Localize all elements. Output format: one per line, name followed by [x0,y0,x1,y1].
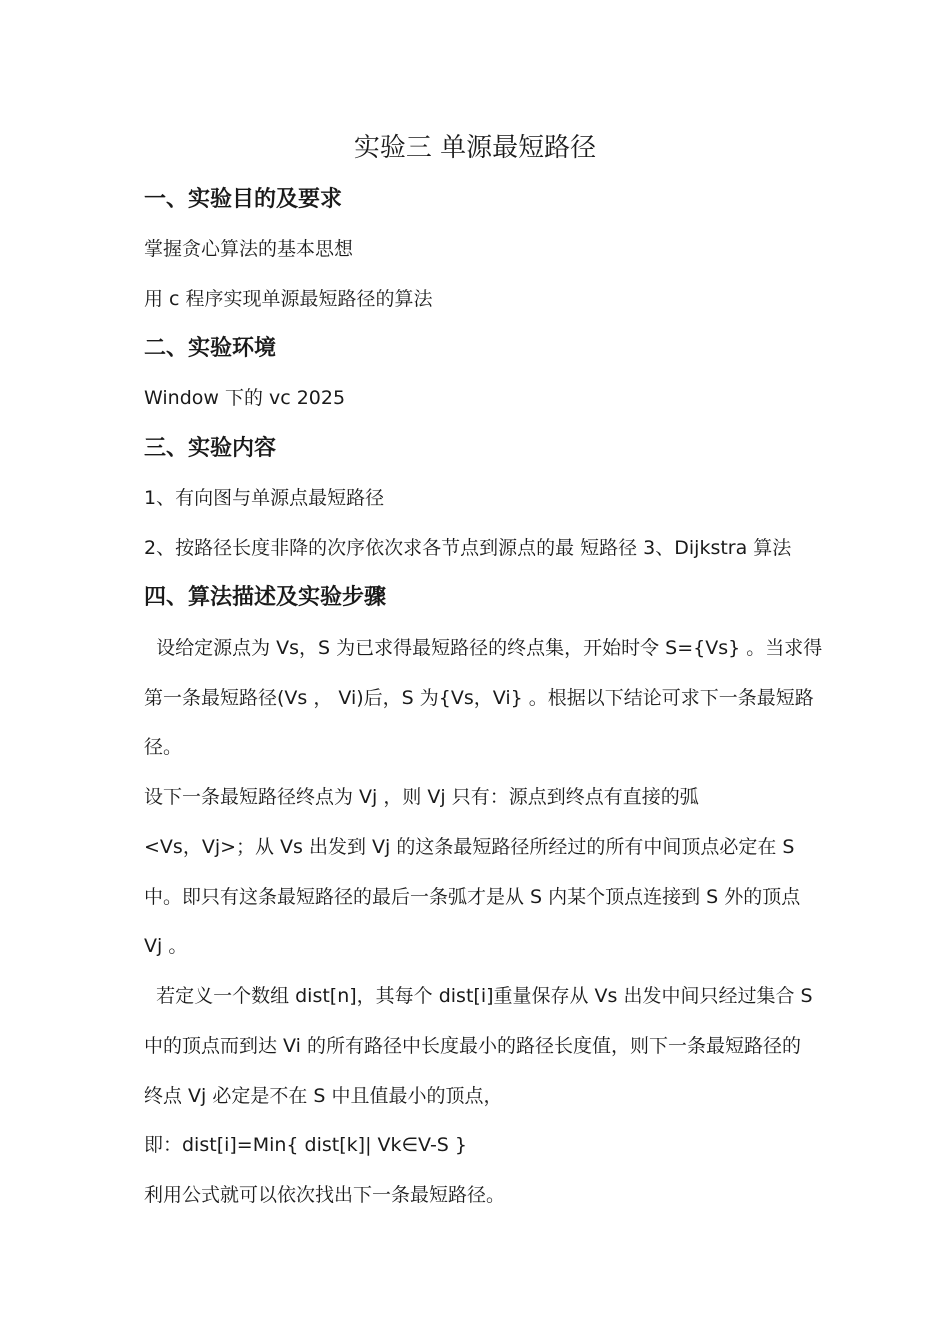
paragraph-line: 设下一条最短路径终点为 Vj ，则 Vj 只有：源点到终点有直接的弧 [144,786,699,808]
paragraph-line: <Vs，Vj>；从 Vs 出发到 Vj 的这条最短路径所经过的所有中间顶点必定在 S [144,836,795,858]
section-heading-environment: 二、实验环境 [144,336,277,361]
paragraph-line: 用 c 程序实现单源最短路径的算法 [144,288,433,310]
paragraph-line: 终点 Vj 必定是不在 S 中且值最小的顶点， [144,1085,503,1107]
document-title: 实验三 单源最短路径 [353,133,597,163]
section-heading-algorithm: 四、算法描述及实验步骤 [144,585,387,610]
paragraph-line: 中的顶点而到达 Vi 的所有路径中长度最小的路径长度值，则下一条最短路径的 [144,1035,801,1057]
paragraph-line: 径。 [144,736,183,758]
paragraph-line: 第一条最短路径(Vs ， Vi)后，S 为{Vs，Vi} 。根据以下结论可求下一条最短路 [144,687,814,709]
paragraph-line: 中。即只有这条最短路径的最后一条弧才是从 S 内某个顶点连接到 S 外的顶点 [144,886,801,908]
paragraph-line: 设给定源点为 Vs，S 为已求得最短路径的终点集，开始时令 S={Vs} 。当求得 [144,637,823,659]
paragraph-line: 1、有向图与单源点最短路径 [144,487,385,509]
paragraph-line: 掌握贪心算法的基本思想 [144,238,354,260]
paragraph-line: 若定义一个数组 dist[n]，其每个 dist[i]重量保存从 Vs 出发中间只经过集合 S [144,985,813,1007]
section-heading-content: 三、实验内容 [144,436,277,461]
paragraph-line: Vj 。 [144,935,188,957]
section-heading-objectives: 一、实验目的及要求 [144,187,343,212]
formula-line: 即：dist[i]=Min{ dist[k]| Vk∈V-S } [144,1134,467,1156]
paragraph-line: 利用公式就可以依次找出下一条最短路径。 [144,1184,506,1206]
paragraph-line: Window 下的 vc 2025 [144,387,346,409]
paragraph-line: 2、按路径长度非降的次序依次求各节点到源点的最 短路径 3、Dijkstra 算法 [144,537,792,559]
